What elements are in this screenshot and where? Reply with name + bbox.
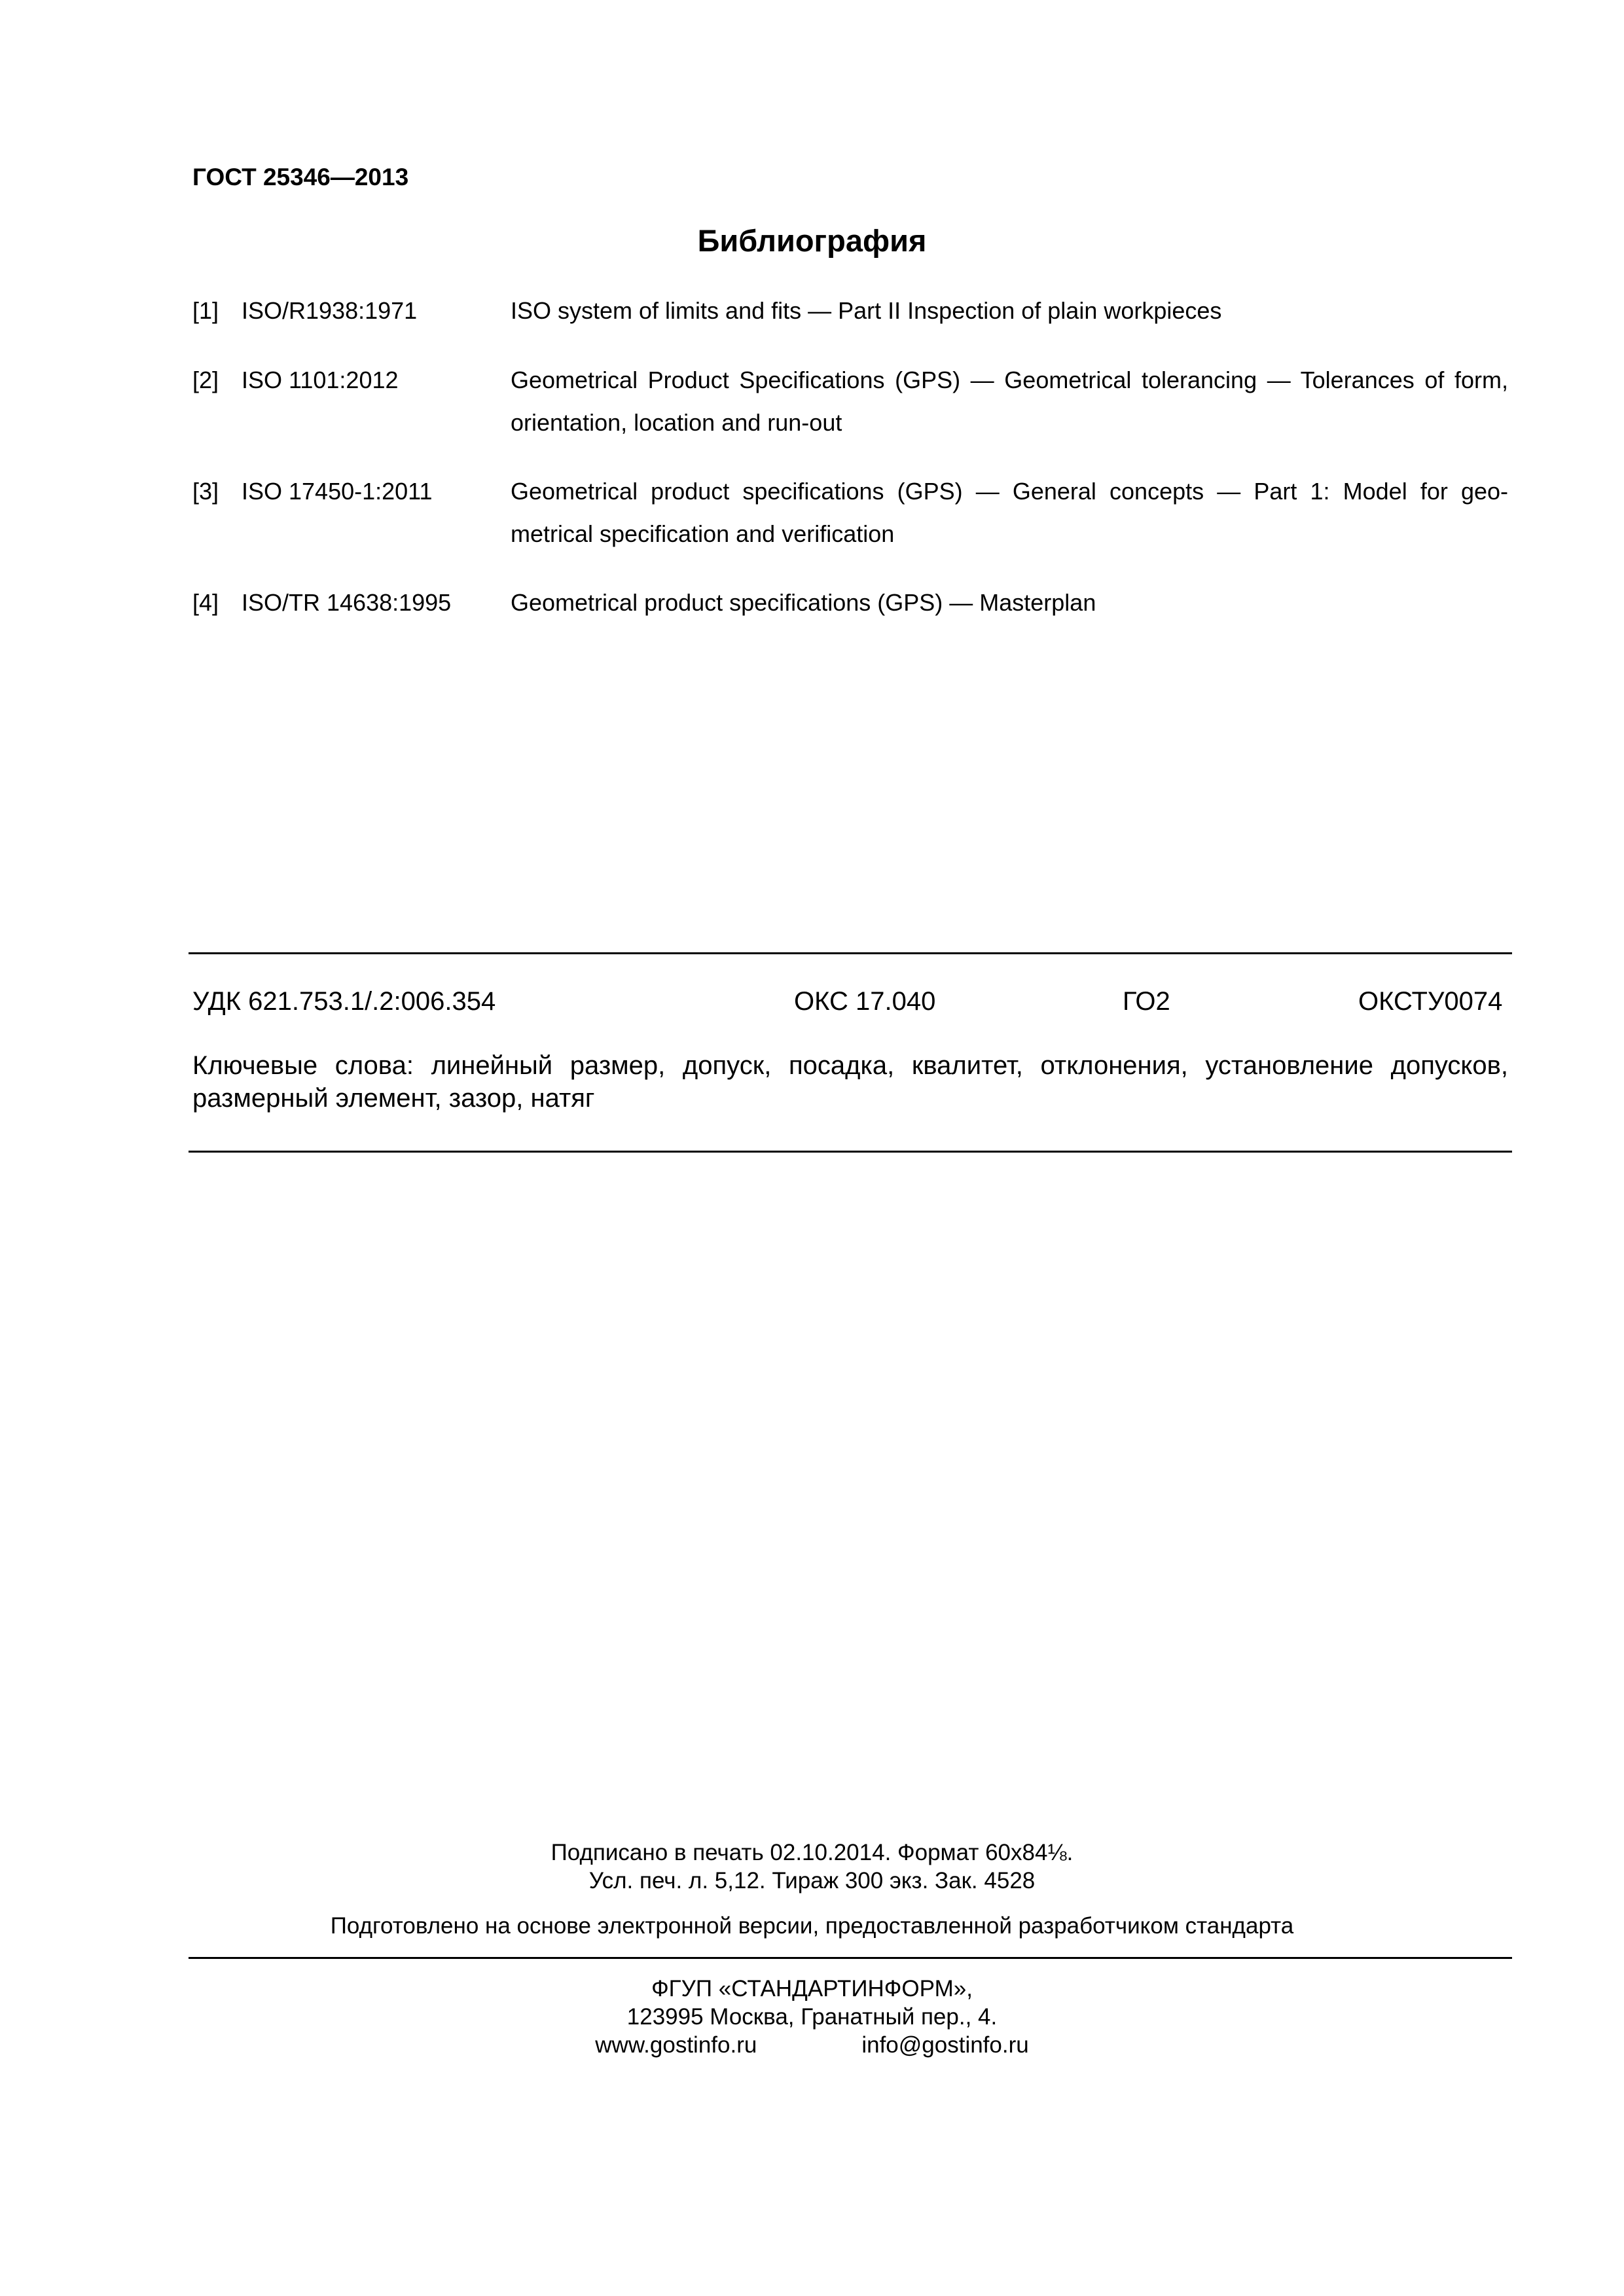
- entry-number: [2]: [192, 367, 219, 393]
- bibliography-title: Библиография: [697, 223, 927, 258]
- keywords: Ключевые слова: линейный размер, допуск, посадка, квалитет, отклонения, установление допусков, размерный элемент, зазор, натяг: [192, 1051, 1508, 1113]
- entry-code: ISO/R1938:1971: [242, 297, 418, 324]
- oks-code: ОКС 17.040: [794, 987, 936, 1016]
- publisher-name: ФГУП «СТАНДАРТИНФОРМ»,: [651, 1976, 973, 2001]
- standard-header: ГОСТ 25346—2013: [192, 164, 409, 190]
- okstu-code: ОКСТУ0074: [1358, 987, 1503, 1016]
- entry-code: ISO 1101:2012: [242, 367, 399, 393]
- entry-number: [4]: [192, 589, 219, 616]
- go-code: ГО2: [1123, 987, 1170, 1016]
- udk-code: УДК 621.753.1/.2:006.354: [192, 987, 496, 1016]
- top-divider: [189, 952, 1512, 954]
- entry-code: ISO 17450-1:2011: [242, 478, 433, 505]
- entry-code: ISO/TR 14638:1995: [242, 589, 452, 616]
- imprint-divider: [189, 1957, 1512, 1959]
- entry-number: [3]: [192, 478, 219, 505]
- publisher-address: 123995 Москва, Гранатный пер., 4.: [626, 2004, 998, 2030]
- entry-description: Geometrical product specifications (GPS) — General concepts — Part 1: Model for geo-metrical specification and verification: [511, 478, 1508, 547]
- contact-row: [0, 2032, 1624, 2059]
- entry-description: Geometrical product specifications (GPS) — Masterplan: [511, 589, 1096, 616]
- print-details-line: Усл. печ. л. 5,12. Тираж 300 экз. Зак. 4528: [588, 1868, 1036, 1893]
- entry-number: [1]: [192, 297, 219, 324]
- entry-description: ISO system of limits and fits — Part II Inspection of plain workpieces: [511, 297, 1222, 324]
- prepared-note: Подготовлено на основе электронной версии, предоставленной разработчиком стандарта: [330, 1913, 1294, 1939]
- website-link[interactable]: www.gostinfo.ru: [595, 2032, 757, 2058]
- keywords-divider: [189, 1151, 1512, 1153]
- print-signed-line: Подписано в печать 02.10.2014. Формат 60x84⅛.: [550, 1840, 1074, 1865]
- email-link[interactable]: info@gostinfo.ru: [861, 2032, 1029, 2058]
- entry-description: Geometrical Product Specifications (GPS) — Geometrical tolerancing — Tolerances of form, orientation, location and run-out: [511, 367, 1508, 436]
